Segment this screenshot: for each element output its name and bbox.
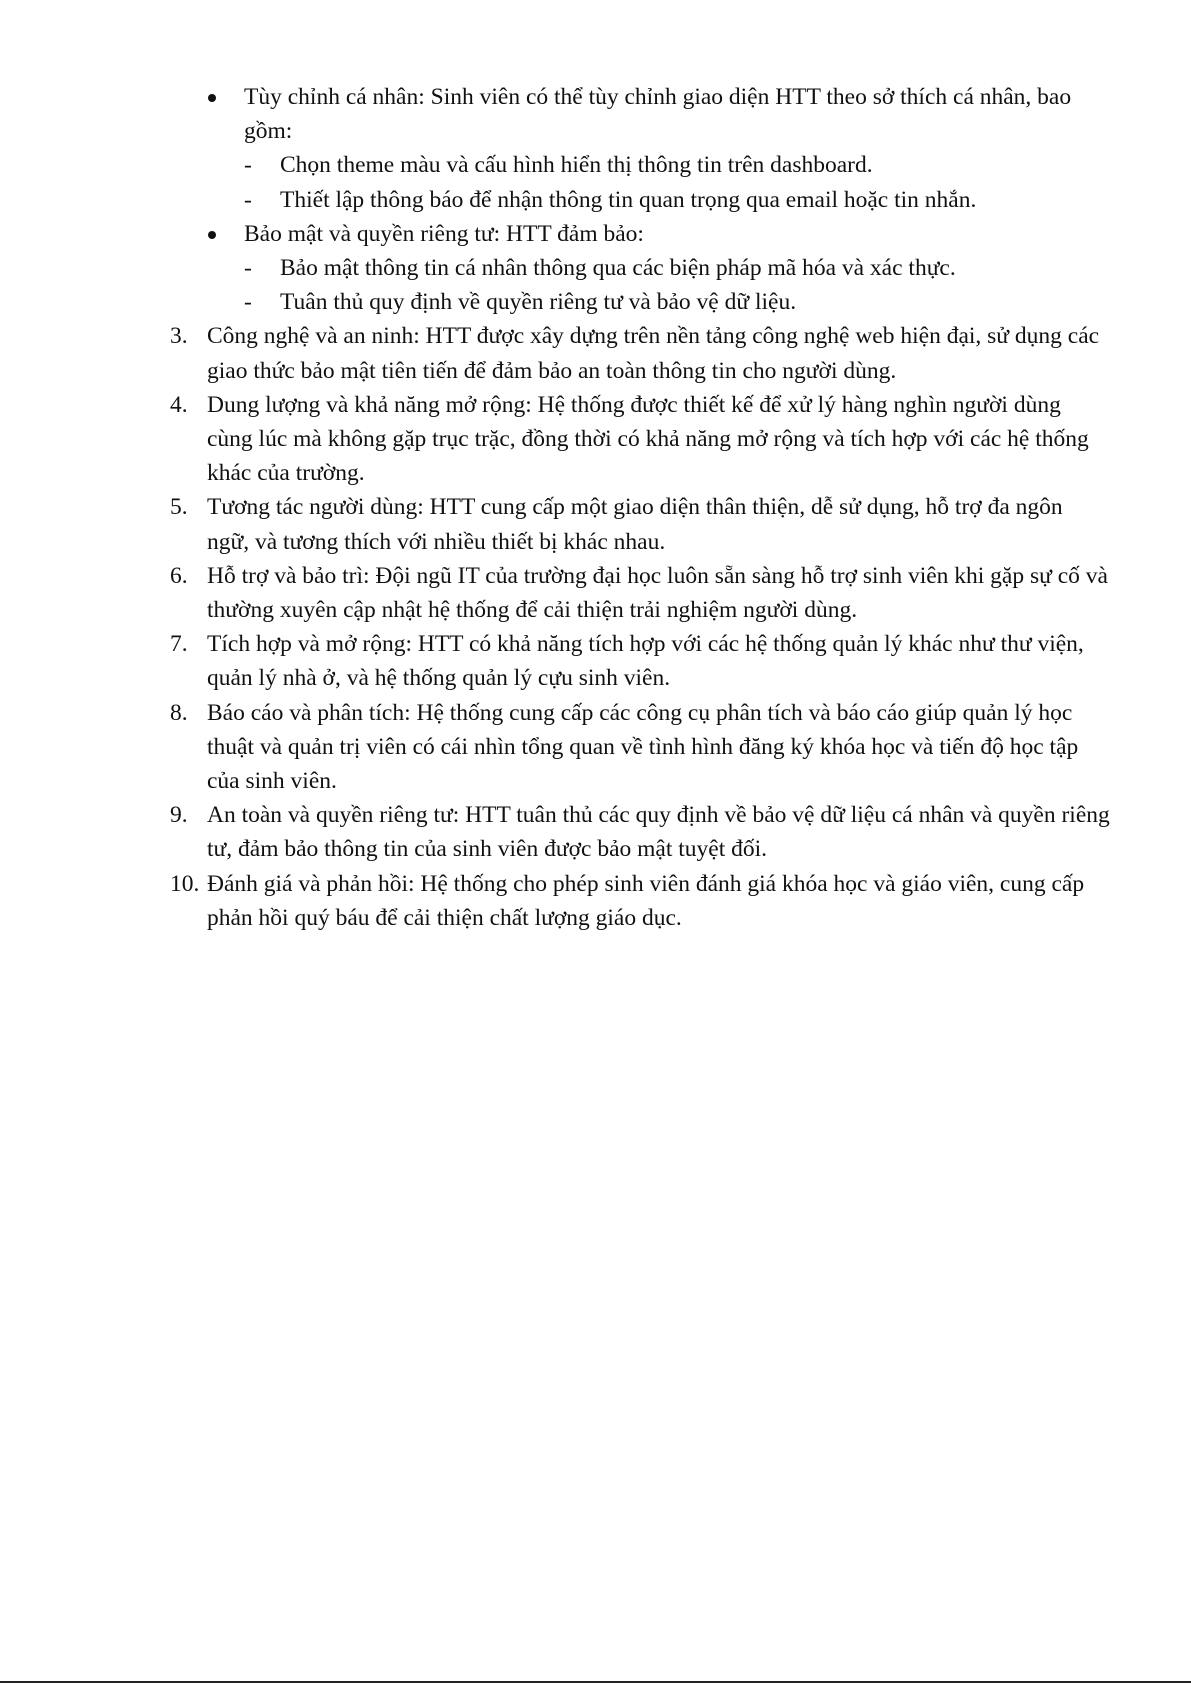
sub-list-item <box>170 285 1110 319</box>
item-number: 4. <box>170 391 188 418</box>
numbered-item <box>170 319 1110 387</box>
item-number: 8. <box>170 699 188 726</box>
item-text: Công nghệ và an ninh: HTT được xây dựng trên nền tảng công nghệ web hiện đại, sử dụng các giao thức bảo mật tiên tiến để đảm bảo an toàn thông tin cho người dùng. <box>207 323 1100 384</box>
sub-list-text: Thiết lập thông báo để nhận thông tin quan trọng qua email hoặc tin nhắn. <box>280 186 977 213</box>
item-text: Tích hợp và mở rộng: HTT có khả năng tích hợp với các hệ thống quản lý khác như thư viện, quản lý nhà ở, và hệ thống quản lý cựu sinh viên. <box>207 631 1084 692</box>
sub-list-text: Tuân thủ quy định về quyền riêng tư và bảo vệ dữ liệu. <box>280 289 797 316</box>
numbered-item <box>170 696 1110 799</box>
bullet-text: Bảo mật và quyền riêng tư: HTT đảm bảo: <box>244 220 644 247</box>
item-number: 3. <box>170 323 188 350</box>
item-text: Tương tác người dùng: HTT cung cấp một giao diện thân thiện, dễ sử dụng, hỗ trợ đa ngôn ngữ, và tương thích với nhiều thiết bị khác nhau. <box>207 494 1063 555</box>
item-text: Đánh giá và phản hồi: Hệ thống cho phép sinh viên đánh giá khóa học và giáo viên, cung cấp phản hồi quý báu để cải thiện chất lượng giáo dục. <box>207 870 1085 931</box>
dash-marker: - <box>244 186 252 213</box>
sub-list-item <box>170 148 1110 182</box>
sub-list-text: Bảo mật thông tin cá nhân thông qua các biện pháp mã hóa và xác thực. <box>280 255 956 282</box>
numbered-item <box>170 867 1110 935</box>
bullet-text: Tùy chỉnh cá nhân: Sinh viên có thể tùy chỉnh giao diện HTT theo sở thích cá nhân, bao gồm: <box>244 84 1072 145</box>
numbered-item <box>170 388 1110 491</box>
bullet-item <box>170 80 1110 148</box>
item-text: Hỗ trợ và bảo trì: Đội ngũ IT của trường đại học luôn sẵn sàng hỗ trợ sinh viên khi gặp sự cố và thường xuyên cập nhật hệ thống để cải thiện trải nghiệm người dùng. <box>207 562 1108 624</box>
numbered-item <box>170 798 1110 866</box>
item-text: Dung lượng và khả năng mở rộng: Hệ thống được thiết kế để xử lý hàng nghìn người dùng cùng lúc mà không gặp trục trặc, đồng thời có khả năng mở rộng và tích hợp với các hệ thống khác của trường. <box>207 391 1089 487</box>
dash-marker: - <box>244 289 252 316</box>
item-number: 6. <box>170 562 188 589</box>
numbered-item <box>170 627 1110 695</box>
numbered-item <box>170 490 1110 558</box>
bullet-item <box>170 217 1110 251</box>
sub-list-text: Chọn theme màu và cấu hình hiển thị thông tin trên dashboard. <box>280 152 873 179</box>
numbered-item <box>170 559 1110 627</box>
dash-marker: - <box>244 152 252 179</box>
dash-marker: - <box>244 255 252 282</box>
item-number: 5. <box>170 494 188 521</box>
footer-divider <box>0 1681 1191 1683</box>
item-number: 9. <box>170 802 188 829</box>
item-number: 7. <box>170 631 188 658</box>
item-text: An toàn và quyền riêng tư: HTT tuân thủ các quy định về bảo vệ dữ liệu cá nhân và quyền riêng tư, đảm bảo thông tin của sinh viên được bảo mật tuyệt đối. <box>207 802 1110 863</box>
sub-list-item <box>170 251 1110 285</box>
document-body <box>170 80 1110 935</box>
item-number: 10. <box>170 870 200 897</box>
sub-list-item <box>170 183 1110 217</box>
item-text: Báo cáo và phân tích: Hệ thống cung cấp các công cụ phân tích và báo cáo giúp quản lý học thuật và quản trị viên có cái nhìn tổng quan về tình hình đăng ký khóa học và tiến độ học tập của sinh viên. <box>207 699 1079 795</box>
